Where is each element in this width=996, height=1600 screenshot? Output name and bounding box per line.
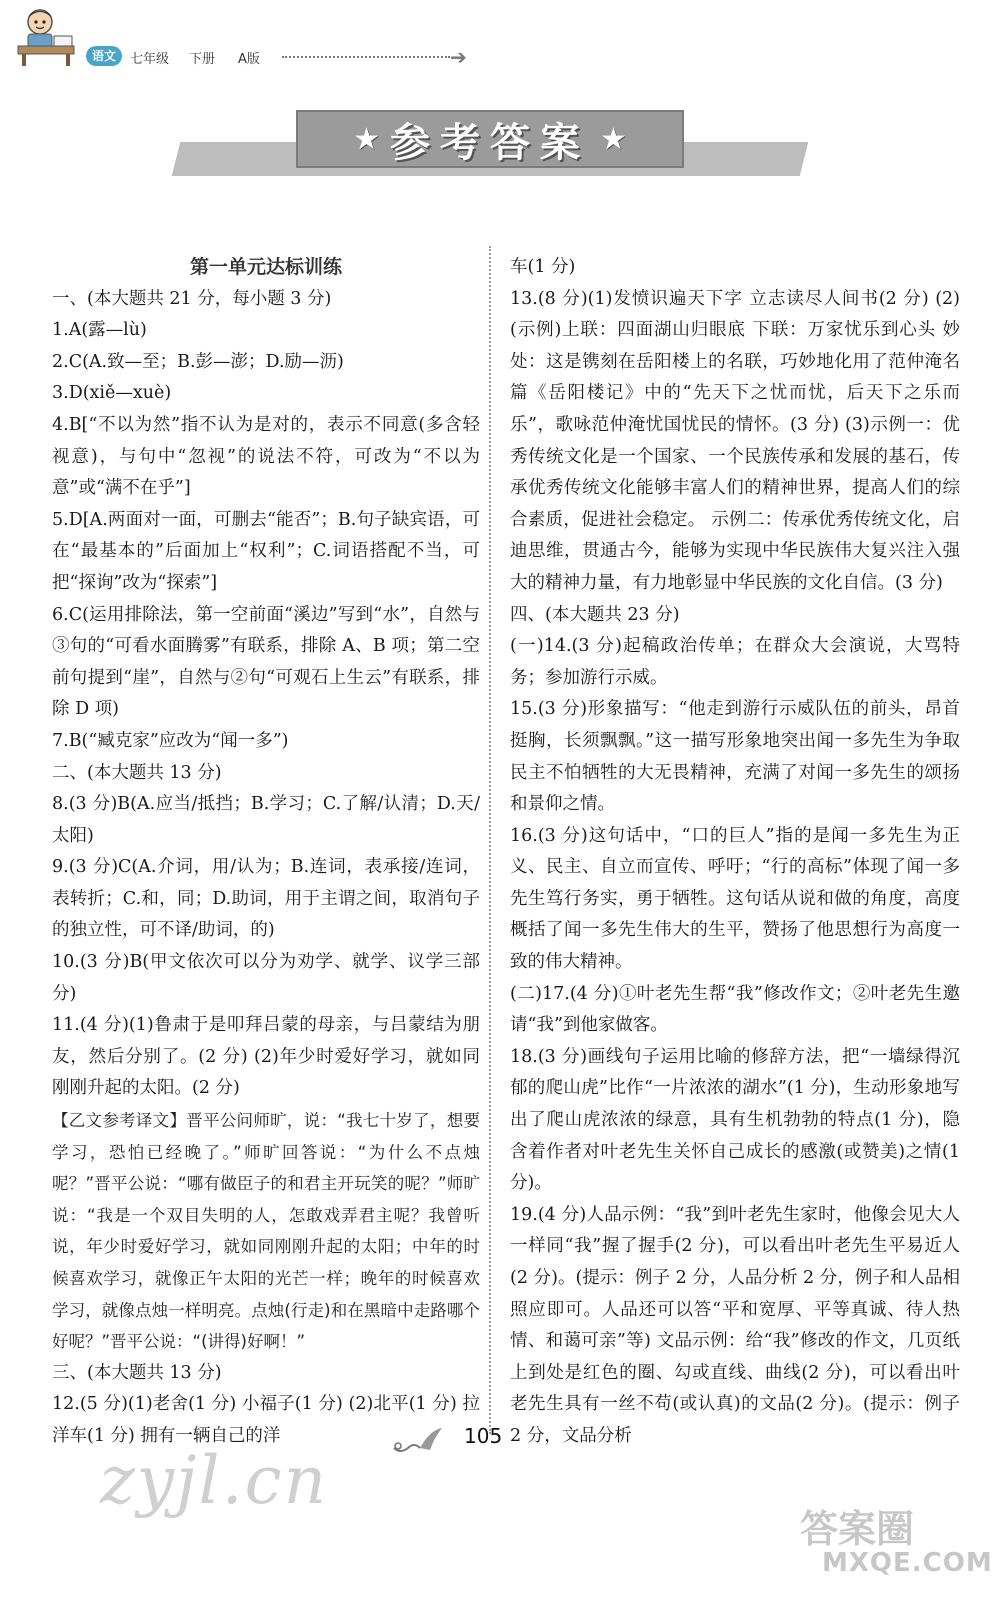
star-icon: ★ — [600, 121, 627, 157]
subject-badge: 语文 — [86, 46, 122, 66]
column-divider — [489, 246, 491, 1434]
translation-paragraph: 【乙文参考译文】晋平公问师旷，说：“我七十岁了，想要学习，恐怕已经晚了。”师旷回答说：“为什么不点烛呢？”晋平公说：“哪有做臣子的和君主开玩笑的呢？”师旷说：“我是一个双目失明的人，怎敢戏弄君主呢？我曾听说，年少时爱好学习，就如同刚刚升起的太阳；中年的时候喜欢学习，就像正午太阳的光芒一样；晚年的时候喜欢学习，就像点烛一样明亮。点烛(行走)和在黑暗中走路哪个好呢？”晋平公说：“(讲得)好啊！” — [52, 1111, 480, 1352]
star-icon: ★ — [353, 121, 380, 157]
answer-paragraph: (二)17.(4 分)①叶老先生帮“我”修改作文；②叶老先生邀请“我”到他家做客。 — [510, 983, 960, 1036]
watermark-url: MXQE.COM — [822, 1548, 993, 1578]
answer-paragraph: 4.B[“不以为然”指不认为是对的，表示不同意(多含轻视意)，与句中“忽视”的说法不符，可改为“不以为意”或“满不在乎”] — [52, 414, 480, 499]
section-title: 第一单元达标训练 — [189, 256, 342, 278]
answer-paragraph: 8.(3 分)B(A.应当/抵挡；B.学习；C.了解/认清；D.天/太阳) — [52, 794, 480, 846]
right-column — [510, 252, 960, 1453]
watermark-logo: zyjl.cn — [100, 1442, 329, 1519]
answer-paragraph: 9.(3 分)C(A.介词，用/认为；B.连词，表承接/连词，表转折；C.和，同；D.助词，用于主谓之间，取消句子的独立性，可不译/助词，的) — [52, 857, 480, 941]
student-mascot-icon — [14, 6, 80, 68]
answer-paragraph: 7.B(“臧克家”应改为“闻一多”) — [52, 730, 289, 751]
answer-paragraph: 11.(4 分)(1)鲁肃于是叩拜吕蒙的母亲，与吕蒙结为朋友，然后分别了。(2 分) (2)年少时爱好学习，就如同刚刚升起的太阳。(2 分) — [52, 1015, 480, 1099]
edition-label: A版 — [238, 52, 260, 67]
answer-paragraph: 车(1 分) — [510, 257, 576, 277]
grade-label: 七年级 — [130, 52, 170, 67]
answer-paragraph: 16.(3 分)这句话中，“口的巨人”指的是闻一多先生为正义、民主、自立而宣传、呼吁；“行的高标”体现了闻一多先生笃行务实，勇于牺牲。这句话从说和做的角度，高度概括了闻一多先生伟大的生平，赞扬了他思想行为高度一致的伟大精神。 — [510, 825, 960, 973]
swirl-ornament-icon — [390, 1424, 446, 1458]
answer-paragraph: 1.A(露—lù) — [52, 320, 147, 341]
left-column — [52, 252, 480, 1453]
answer-paragraph: 18.(3 分)画线句子运用比喻的修辞方法，把“一墙绿得沉郁的爬山虎”比作“一片浓浓的湖水”(1 分)，生动形象地写出了爬山虎浓浓的绿意，具有生机勃勃的特点(1 分)，隐含着作者对叶老先生关怀自己成长的感激(或赞美)之情(1 分)。 — [510, 1046, 960, 1194]
answer-paragraph: 13.(8 分)(1)发愤识遍天下字 立志读尽人间书(2 分) (2)(示例)上联：四面湖山归眼底 下联：万家忧乐到心头 妙处：这是镌刻在岳阳楼上的名联，巧妙地化用了范仲淹名篇《岳阳楼记》中的“先天下之忧而忧，后天下之乐而乐”，歌咏范仲淹忧国忧民的情怀。(3 分) (3)示例一：优秀传统文化是一个国家、一个民族传承和发展的基石，传承优秀传统文化能够丰富人们的精神世界，提高人们的综合素质，促进社会稳定。 示例二：传承优秀传统文化，启迪思维，贯通古今，能够为实现中华民族伟大复兴注入强大的精神力量，有力地彰显中华民族的文化自信。(3 分) — [510, 288, 960, 593]
volume-label: 下册 — [189, 52, 216, 67]
answer-paragraph: 三、(本大题共 13 分) — [52, 1362, 222, 1383]
page-header — [14, 6, 484, 68]
banner-plate — [296, 110, 684, 168]
header-dotted-line — [282, 56, 450, 58]
answer-paragraph: (一)14.(3 分)起稿政治传单；在群众大会演说，大骂特务；参加游行示威。 — [510, 636, 960, 688]
answer-paragraph: 6.C(运用排除法，第一空前面“溪边”写到“水”，自然与③句的“可看水面腾雾”有联系，排除 A、B 项；第二空前句提到“崖”，自然与②句“可观石上生云”有联系，排除 D 项) — [52, 604, 480, 720]
watermark-logo: 答案圈 — [800, 1507, 915, 1551]
answer-paragraph: 15.(3 分)形象描写：“他走到游行示威队伍的前头，昂首挺胸，长须飘飘。”这一描写形象地突出闻一多先生为争取民主不怕牺牲的大无畏精神，充满了对闻一多先生的颂扬和景仰之情。 — [510, 699, 960, 815]
answer-paragraph: 12.(5 分)(1)老舍(1 分) 小福子(1 分) (2)北平(1 分) 拉洋车(1 分) 拥有一辆自己的洋 — [52, 1394, 480, 1446]
answer-paragraph: 一、(本大题共 21 分，每小题 3 分) — [52, 288, 332, 309]
answer-paragraph: 3.D(xiě—xuè) — [52, 383, 172, 404]
answer-paragraph: 10.(3 分)B(甲文依次可以分为劝学、就学、议学三部分) — [52, 952, 480, 1004]
answer-paragraph: 2.C(A.致—至；B.彭—澎；D.励—沥) — [52, 351, 344, 372]
answer-paragraph: 5.D[A.两面对一面，可删去“能否”；B.句子缺宾语，可在“最基本的”后面加上“权利”；C.词语搭配不当，可把“探询”改为“探索”] — [52, 509, 480, 593]
page-number: 105 — [464, 1424, 503, 1448]
answer-paragraph: 二、(本大题共 13 分) — [52, 762, 222, 783]
answer-paragraph: 四、(本大题共 23 分) — [510, 604, 680, 625]
answer-paragraph: 19.(4 分)人品示例：“我”到叶老先生家时，他像会见大人一样同“我”握了握手(2 分)，可以看出叶老先生平易近人(2 分)。(提示：例子 2 分，人品分析 2 分，例子和人品相照应即可。人品还可以答“平和宽厚、平等真诚、待人热情、和蔼可亲”等) 文品示例：给“我”修改的作文，几页纸上到处是红色的圈、勾或直线、曲线(2 分)，可以看出叶老先生具有一丝不苟(或认真)的文品(2 分)。(提示：例子 2 分，文品分析 — [510, 1204, 960, 1446]
title-banner — [296, 110, 684, 168]
arrow-right-icon: ➔ — [450, 45, 467, 69]
page-title: 参考答案 — [390, 119, 590, 166]
